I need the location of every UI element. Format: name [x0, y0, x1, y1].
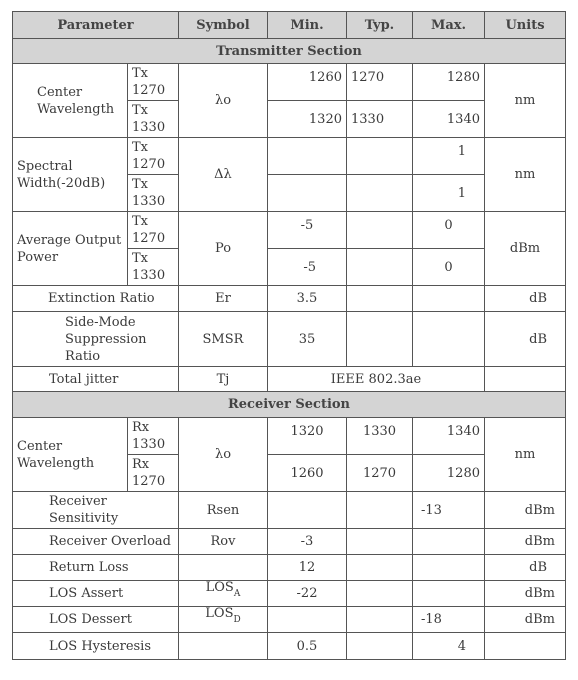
table-row	[13, 312, 566, 367]
symbol-cell: SMSR	[179, 312, 268, 367]
min-cell: -5	[268, 249, 347, 286]
max-cell: 1	[413, 175, 485, 212]
header-typ: Typ.	[347, 12, 413, 39]
param-label: Receiver Overload	[13, 529, 179, 555]
sub-label: Tx 1270	[128, 138, 179, 175]
param-label: Total jitter	[13, 367, 179, 392]
sub-label: Tx 1270	[128, 64, 179, 101]
param-label: Average Output Power	[13, 212, 128, 286]
typ-cell	[347, 633, 413, 660]
symbol-cell: Δλ	[179, 138, 268, 212]
symbol-cell: Rsen	[179, 492, 268, 529]
sub-label: Tx 1330	[128, 249, 179, 286]
symbol-base: LOS	[205, 580, 234, 595]
typ-cell	[347, 286, 413, 312]
max-cell: 1	[413, 138, 485, 175]
max-cell	[413, 312, 485, 367]
units-cell: nm	[485, 138, 566, 212]
table-row	[13, 64, 566, 101]
typ-cell	[347, 175, 413, 212]
units-cell: dB	[485, 286, 566, 312]
table-row	[13, 492, 566, 529]
param-label: LOS Hysteresis	[13, 633, 179, 660]
typ-cell	[347, 607, 413, 633]
typ-cell	[347, 492, 413, 529]
typ-cell: 1270	[347, 64, 413, 101]
typ-cell	[347, 138, 413, 175]
units-cell: nm	[485, 64, 566, 138]
header-units: Units	[485, 12, 566, 39]
table-row	[13, 418, 566, 455]
symbol-cell: λo	[179, 418, 268, 492]
max-cell: 4	[413, 633, 485, 660]
symbol-cell	[179, 555, 268, 581]
min-cell	[268, 492, 347, 529]
min-cell	[268, 138, 347, 175]
symbol-base: LOS	[205, 606, 234, 621]
units-cell: dBm	[485, 529, 566, 555]
table-row	[13, 212, 566, 249]
sub-label: Rx 1330	[128, 418, 179, 455]
max-cell: 1340	[413, 418, 485, 455]
symbol-cell	[179, 633, 268, 660]
min-cell: 12	[268, 555, 347, 581]
param-label: Center Wavelength	[13, 418, 128, 492]
table-row	[13, 555, 566, 581]
table-row	[13, 286, 566, 312]
sub-label: Tx 1330	[128, 101, 179, 138]
min-cell: 3.5	[268, 286, 347, 312]
max-cell	[413, 529, 485, 555]
param-label: Extinction Ratio	[13, 286, 179, 312]
symbol-cell: λo	[179, 64, 268, 138]
symbol-subscript: A	[233, 589, 241, 599]
min-cell: -22	[268, 581, 347, 607]
units-cell	[485, 633, 566, 660]
typ-cell	[347, 249, 413, 286]
table-row	[13, 529, 566, 555]
units-cell: nm	[485, 418, 566, 492]
max-cell: -18	[413, 607, 485, 633]
table-row	[13, 581, 566, 607]
min-cell	[268, 175, 347, 212]
section-title-receiver: Receiver Section	[13, 392, 566, 418]
header-max: Max.	[413, 12, 485, 39]
min-cell: 35	[268, 312, 347, 367]
min-cell: 1320	[268, 418, 347, 455]
section-title-transmitter: Transmitter Section	[13, 39, 566, 64]
min-cell	[268, 607, 347, 633]
table-row	[13, 138, 566, 175]
max-cell: 1280	[413, 455, 485, 492]
header-parameter: Parameter	[13, 12, 179, 39]
units-cell: dB	[485, 555, 566, 581]
symbol-cell: Er	[179, 286, 268, 312]
header-row	[13, 12, 566, 39]
max-cell: 1340	[413, 101, 485, 138]
header-symbol: Symbol	[179, 12, 268, 39]
min-cell: 1320	[268, 101, 347, 138]
units-cell: dBm	[485, 212, 566, 286]
typ-cell	[347, 581, 413, 607]
section-row-transmitter	[13, 39, 566, 64]
max-cell: 0	[413, 212, 485, 249]
max-cell: 0	[413, 249, 485, 286]
table-row	[13, 367, 566, 392]
param-label: LOS Assert	[13, 581, 179, 607]
param-label: Spectral Width(-20dB)	[13, 138, 128, 212]
symbol-cell	[179, 607, 268, 633]
symbol-cell: Tj	[179, 367, 268, 392]
max-cell	[413, 581, 485, 607]
min-cell: -3	[268, 529, 347, 555]
typ-cell	[347, 212, 413, 249]
typ-cell: 1330	[347, 101, 413, 138]
param-label: Return Loss	[13, 555, 179, 581]
units-cell: dBm	[485, 607, 566, 633]
typ-cell	[347, 555, 413, 581]
symbol-cell	[179, 581, 268, 607]
min-cell: 0.5	[268, 633, 347, 660]
param-label: Center Wavelength	[13, 64, 128, 138]
param-label: LOS Dessert	[13, 607, 179, 633]
header-min: Min.	[268, 12, 347, 39]
section-row-receiver	[13, 392, 566, 418]
sub-label: Tx 1270	[128, 212, 179, 249]
max-cell	[413, 286, 485, 312]
min-cell: 1260	[268, 455, 347, 492]
sub-label: Tx 1330	[128, 175, 179, 212]
sub-label: Rx 1270	[128, 455, 179, 492]
symbol-cell: Rov	[179, 529, 268, 555]
units-cell: dB	[485, 312, 566, 367]
typ-cell	[347, 312, 413, 367]
symbol-subscript: D	[233, 615, 241, 625]
param-label: Side-Mode Suppression Ratio	[13, 312, 179, 367]
min-cell: 1260	[268, 64, 347, 101]
table-row	[13, 607, 566, 633]
spec-table	[12, 11, 566, 660]
value-cell: IEEE 802.3ae	[268, 367, 485, 392]
max-cell: -13	[413, 492, 485, 529]
units-cell: dBm	[485, 492, 566, 529]
min-cell: -5	[268, 212, 347, 249]
units-cell: dBm	[485, 581, 566, 607]
param-label: Receiver Sensitivity	[13, 492, 179, 529]
table-row	[13, 633, 566, 660]
symbol-cell: Po	[179, 212, 268, 286]
max-cell	[413, 555, 485, 581]
typ-cell: 1330	[347, 418, 413, 455]
max-cell: 1280	[413, 64, 485, 101]
typ-cell: 1270	[347, 455, 413, 492]
typ-cell	[347, 529, 413, 555]
units-cell	[485, 367, 566, 392]
